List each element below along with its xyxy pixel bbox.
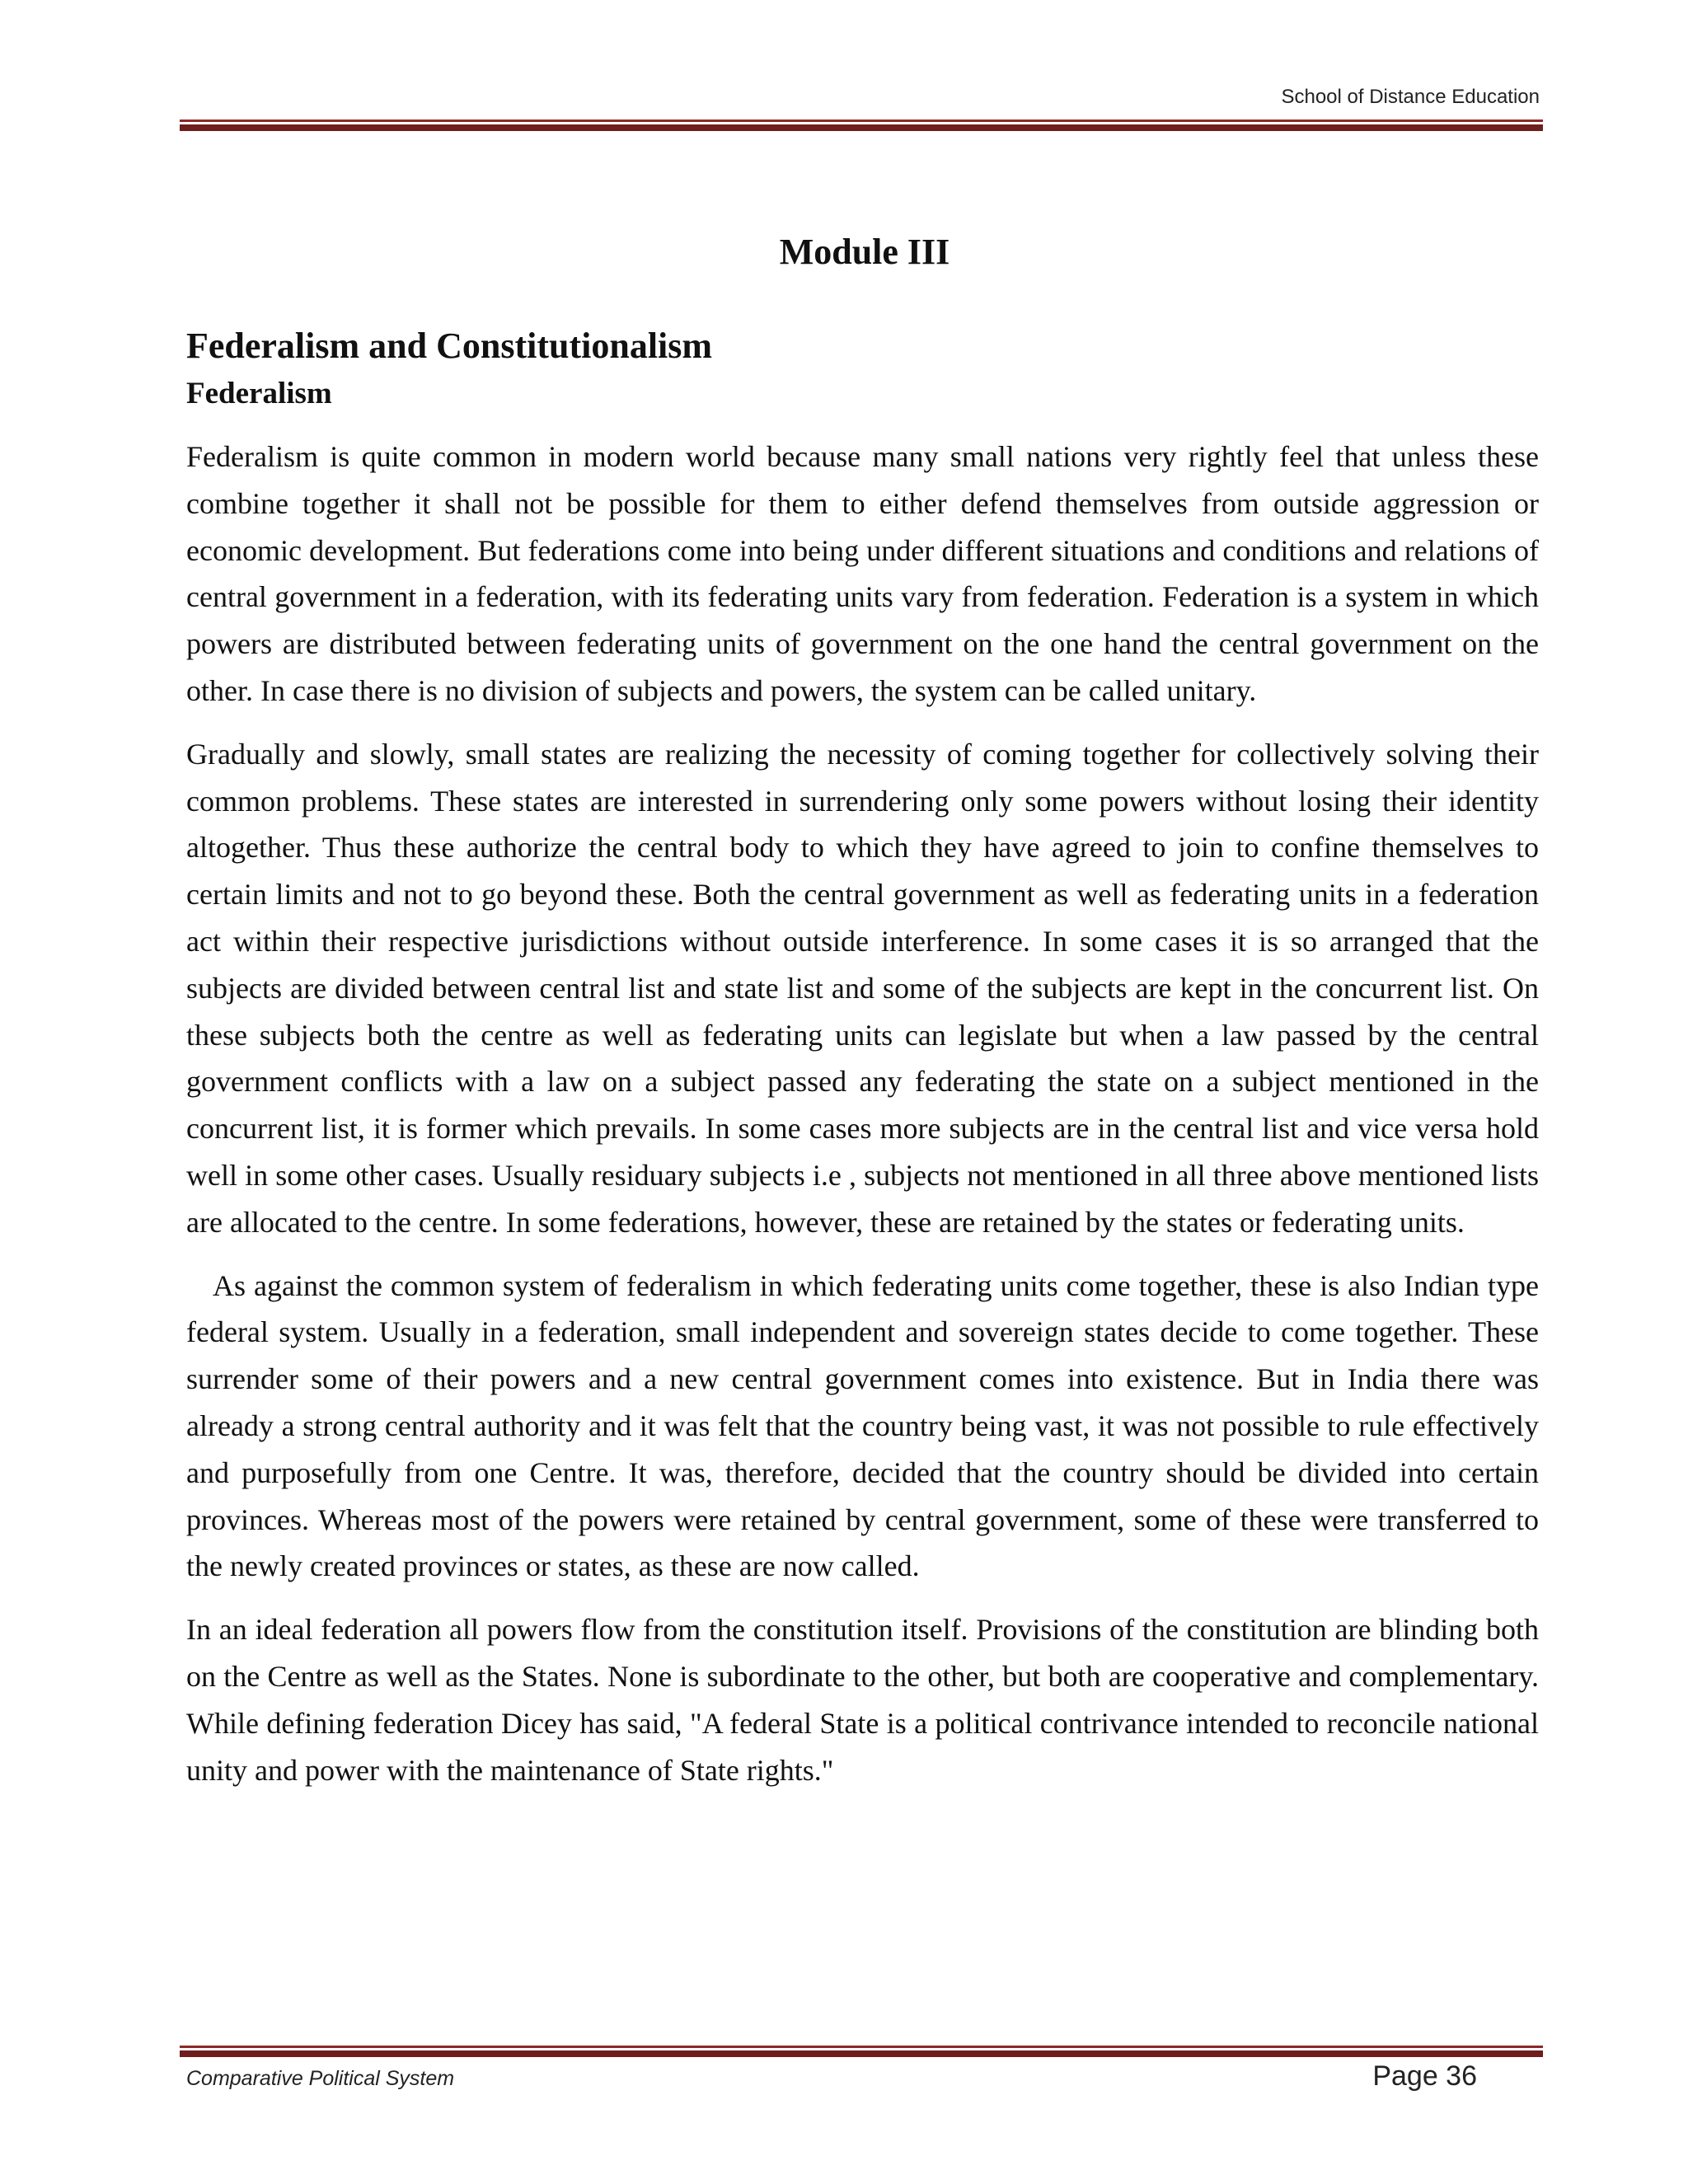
footer-rule [180,2046,1543,2057]
header-institution: School of Distance Education [1281,86,1540,108]
page-number: Page 36 [1372,2060,1477,2092]
body-text [186,434,1539,1810]
paragraph-2: Gradually and slowly, small states are realizing the necessity of coming together for collectively solving their common problems. These states are interested in surrendering only some powers without losing their identity altogether. Thus these authorize the central body to which they have agreed to join to confine themselves to certain limits and not to go beyond these. Both the central government as well as federating units in a federation act within their respective jurisdictions without outside interference. In some cases it is so arranged that the subjects are divided between central list and state list and some of the subjects are kept in the concurrent list. On these subjects both the centre as well as federating units can legislate but when a law passed by the central government conflicts with a law on a subject passed any federating the state on a subject mentioned in the concurrent list, it is former which prevails. In some cases more subjects are in the central list and vice versa hold well in some other cases. Usually residuary subjects i.e , subjects not mentioned in all three above mentioned lists are allocated to the centre. In some federations, however, these are retained by the states or federating units. [186,737,1539,1239]
paragraph-4: In an ideal federation all powers flow from the constitution itself. Provisions of the constitution are blinding both on the Centre as well as the States. None is subordinate to the other, but both are cooperative and complementary. While defining federation Dicey has said, "A federal State is a political contrivance intended to reconcile national unity and power with the maintenance of State rights." [186,1613,1539,1787]
header-rule [180,120,1543,131]
subsection-title: Federalism [186,377,332,410]
section-title: Federalism and Constitutionalism [186,326,713,366]
paragraph-3: As against the common system of federalism in which federating units come together, these is also Indian type federal system. Usually in a federation, small independent and sovereign states decide to come together. These surrender some of their powers and a new central government comes into existence. But in India there was already a strong central authority and it was felt that the country being vast, it was not possible to rule effectively and purposefully from one Centre. It was, therefore, decided that the country should be divided into certain provinces. Whereas most of the powers were retained by central government, some of these were transferred to the newly created provinces or states, as these are now called. [186,1268,1539,1583]
module-title: Module III [779,232,950,272]
paragraph-1: Federalism is quite common in modern world because many small nations very rightly feel that unless these combine together it shall not be possible for them to either defend themselves from outside aggression or economic development. But federations come into being under different situations and conditions and relations of central government in a federation, with its federating units vary from federation. Federation is a system in which powers are distributed between federating units of government on the one hand the central government on the other. In case there is no division of subjects and powers, the system can be called unitary. [186,440,1539,707]
footer-course: Comparative Political System [186,2067,455,2090]
